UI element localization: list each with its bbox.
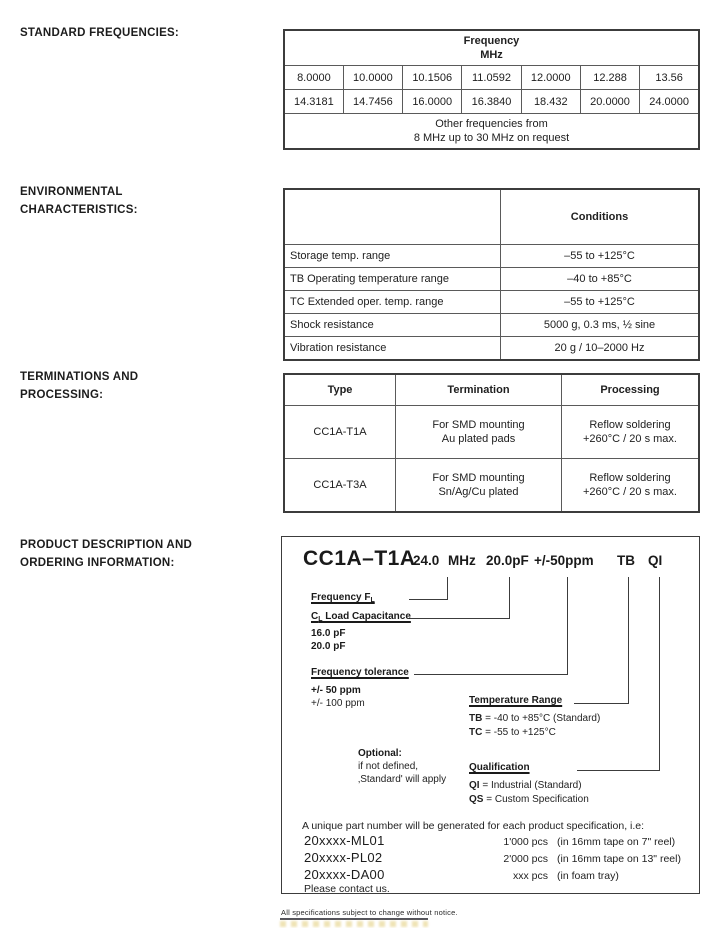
footer-line: 8 MHz up to 30 MHz on request (413, 132, 570, 144)
frequency-field-label (311, 592, 375, 604)
table-row (284, 268, 699, 291)
example-quantity: xxx pcs (512, 870, 548, 882)
example-quantity: 1'000 pcs (503, 836, 548, 848)
part-number-example-row (304, 867, 619, 882)
option-value: = Custom Specification (483, 794, 589, 805)
option-key: TC (469, 727, 483, 738)
example-quantity: 2'000 pcs (503, 853, 548, 865)
frequency-cell: 12.288 (580, 66, 639, 90)
frequency-cell: 10.1506 (403, 66, 462, 90)
empty-header-cell (284, 189, 501, 245)
tolerance-option: +/- 100 ppm (311, 698, 365, 709)
connector-line-frequency (447, 577, 448, 600)
table-footer-row (284, 114, 699, 150)
table-header-row (284, 30, 699, 66)
connector-line-capacitance (409, 618, 510, 619)
heading-line: PRODUCT DESCRIPTION AND (20, 539, 193, 551)
tolerance-field-label: Frequency tolerance (311, 667, 409, 678)
table-row (284, 245, 699, 268)
parameter-cell: Shock resistance (284, 314, 501, 337)
cell-line: +260°C / 20 s max. (583, 486, 677, 498)
connector-line-tolerance (567, 577, 568, 675)
qualification-option (469, 793, 589, 806)
table-header-row (284, 374, 699, 406)
parameter-cell: Storage temp. range (284, 245, 501, 268)
heading-line: PROCESSING: (20, 389, 104, 401)
cell-line: For SMD mounting (432, 472, 525, 484)
cell-line: Reflow soldering (589, 472, 671, 484)
example-packaging: (in 16mm tape on 7" reel) (557, 836, 676, 848)
conditions-header-cell: Conditions (501, 189, 700, 245)
frequency-cell: 14.3181 (284, 90, 343, 114)
option-key: TB (469, 713, 483, 724)
frequency-cell: 13.56 (640, 66, 699, 90)
heading-line: ENVIRONMENTAL (20, 186, 123, 198)
value-cell: 5000 g, 0.3 ms, ½ sine (501, 314, 700, 337)
heading-line: CHARACTERISTICS: (20, 204, 138, 216)
example-packaging: (in 16mm tape on 13" reel) (557, 853, 681, 865)
frequency-cell: 14.7456 (343, 90, 402, 114)
temperature-range-label: Temperature Range (469, 695, 563, 706)
table-row (284, 291, 699, 314)
temperature-option (469, 712, 600, 725)
cell-line: +260°C / 20 s max. (583, 433, 677, 445)
frequency-cell: 24.0000 (640, 90, 699, 114)
termination-cell (396, 459, 562, 513)
cell-line: Sn/Ag/Cu plated (438, 486, 519, 498)
label-text: Load Capacitance (322, 611, 411, 622)
parameter-cell: Vibration resistance (284, 337, 501, 361)
environmental-characteristics-table (283, 188, 700, 361)
example-part-number: 20xxxx-PL02 (304, 850, 383, 865)
connector-line-frequency (409, 599, 448, 600)
footer-line: Other frequencies from (435, 118, 548, 130)
type-cell: CC1A-T1A (284, 406, 396, 459)
specifications-disclaimer: All specifications subject to change without notice. (281, 908, 458, 917)
tolerance-option: +/- 50 ppm (311, 685, 361, 696)
standard-frequencies-table (283, 29, 700, 150)
value-cell: –55 to +125°C (501, 291, 700, 314)
table-row (284, 66, 699, 90)
option-value: = -40 to +85°C (Standard) (482, 713, 601, 724)
parameter-cell: TC Extended oper. temp. range (284, 291, 501, 314)
optional-line: if not defined, (358, 761, 419, 772)
temperature-option (469, 726, 556, 739)
type-header-cell: Type (284, 374, 396, 406)
value-cell: –55 to +125°C (501, 245, 700, 268)
capacitance-option: 16.0 pF (311, 628, 346, 639)
heading-line: ORDERING INFORMATION: (20, 557, 175, 569)
label-text: Frequency F (311, 592, 371, 603)
frequency-cell: 10.0000 (343, 66, 402, 90)
option-key: QI (469, 780, 480, 791)
qualification-label: Qualification (469, 762, 530, 773)
type-cell: CC1A-T3A (284, 459, 396, 513)
part-field-capacitance: 20.0pF (486, 553, 529, 568)
part-field-tolerance: +/-50ppm (534, 553, 594, 568)
contact-note: Please contact us. (304, 883, 390, 895)
frequency-cell: 16.3840 (462, 90, 521, 114)
value-cell: –40 to +85°C (501, 268, 700, 291)
table-row (284, 337, 699, 361)
frequency-cell: 16.0000 (403, 90, 462, 114)
connector-line-qualification (577, 770, 660, 771)
cell-line: Au plated pads (441, 433, 516, 445)
table-header-row (284, 189, 699, 245)
cell-line: Reflow soldering (589, 419, 671, 431)
header-line: MHz (480, 49, 503, 61)
frequency-cell: 18.432 (521, 90, 580, 114)
label-subscript: L (318, 616, 323, 623)
label-subscript: L (370, 597, 375, 604)
section-heading-product-description (20, 536, 280, 572)
processing-cell (562, 406, 700, 459)
connector-line-qualification (659, 577, 660, 771)
section-heading-environmental (20, 183, 270, 219)
frequency-cell: 12.0000 (521, 66, 580, 90)
processing-header-cell: Processing (562, 374, 700, 406)
part-field-qualification: QI (648, 553, 663, 568)
example-part-number: 20xxxx-ML01 (304, 833, 385, 848)
part-number-example-row (304, 850, 681, 865)
capacitance-field-label (311, 611, 411, 623)
terminations-processing-table (283, 373, 700, 513)
part-field-frequency: 24.0 (413, 553, 440, 568)
processing-cell (562, 459, 700, 513)
table-row (284, 314, 699, 337)
footer-logo-cropped (280, 918, 428, 928)
capacitance-option: 20.0 pF (311, 641, 346, 652)
part-number-base: CC1A–T1A (303, 547, 416, 570)
termination-header-cell: Termination (396, 374, 562, 406)
parameter-cell: TB Operating temperature range (284, 268, 501, 291)
example-packaging: (in foam tray) (557, 870, 619, 882)
ordering-information-box (281, 536, 700, 894)
connector-line-tolerance (414, 674, 568, 675)
label-text: C (311, 611, 319, 622)
option-value: = -55 to +125°C (482, 727, 556, 738)
option-value: = Industrial (Standard) (479, 780, 582, 791)
part-field-temperature: TB (617, 553, 635, 568)
unique-part-number-note: A unique part number will be generated for each product specification, i.e: (302, 820, 645, 832)
frequency-cell: 8.0000 (284, 66, 343, 90)
table-row (284, 90, 699, 114)
optional-title: Optional: (358, 748, 402, 759)
section-heading-standard-frequencies: STANDARD FREQUENCIES: (20, 27, 180, 39)
frequency-header-cell (284, 30, 699, 66)
connector-line-capacitance (509, 577, 510, 619)
frequency-cell: 20.0000 (580, 90, 639, 114)
optional-line: ‚Standard' will apply (358, 774, 447, 785)
section-heading-terminations (20, 368, 270, 404)
part-field-unit: MHz (448, 553, 476, 568)
qualification-option (469, 779, 582, 792)
other-frequencies-cell (284, 114, 699, 150)
option-key: QS (469, 794, 484, 805)
cell-line: For SMD mounting (432, 419, 525, 431)
example-part-number: 20xxxx-DA00 (304, 867, 385, 882)
value-cell: 20 g / 10–2000 Hz (501, 337, 700, 361)
header-line: Frequency (463, 35, 520, 47)
termination-cell (396, 406, 562, 459)
frequency-cell: 11.0592 (462, 66, 521, 90)
table-row (284, 459, 699, 513)
logo-artifact (280, 921, 428, 927)
table-row (284, 406, 699, 459)
heading-line: TERMINATIONS AND (20, 371, 139, 383)
connector-line-temperature (574, 703, 629, 704)
connector-line-temperature (628, 577, 629, 704)
part-number-example-row (304, 833, 675, 848)
